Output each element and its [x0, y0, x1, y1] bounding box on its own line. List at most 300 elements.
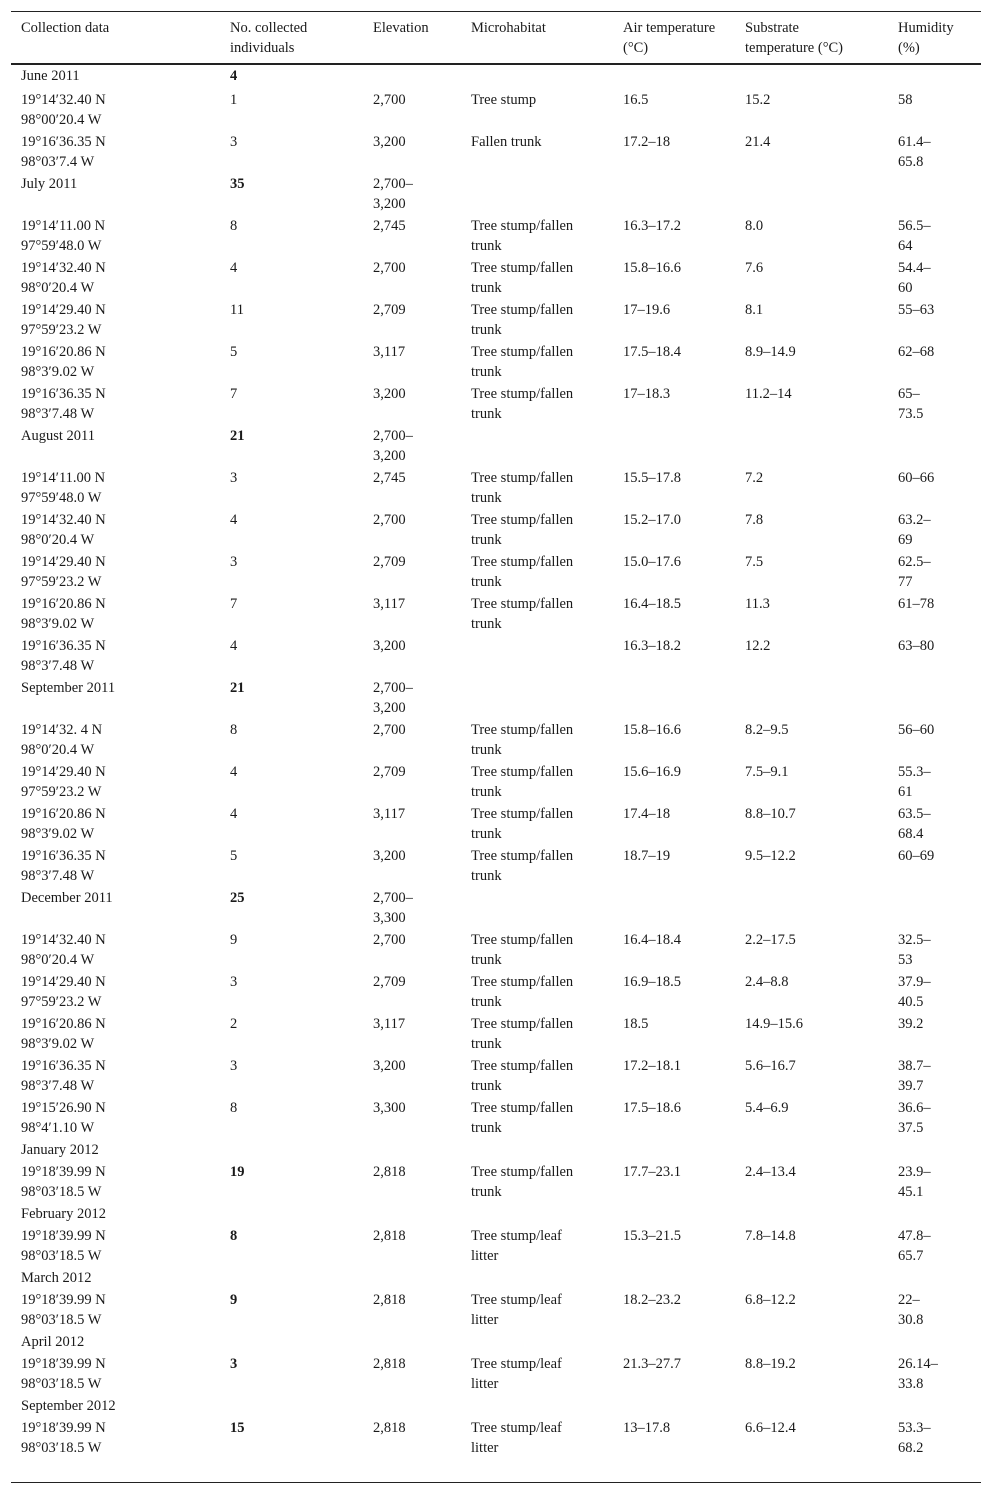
- cell-microhabitat: [471, 720, 573, 760]
- cell-line: 63–80: [898, 638, 935, 654]
- cell-line: 3,300: [373, 1100, 406, 1116]
- cell-no-collected-individuals: [230, 258, 237, 278]
- cell-line: 19°14′29.40 N: [21, 302, 106, 318]
- cell-elevation: [373, 174, 413, 214]
- cell-no-collected-individuals: [230, 1098, 237, 1118]
- header-humidity: [898, 18, 954, 58]
- cell-no-collected-individuals: [230, 1354, 237, 1374]
- cell-elevation: [373, 594, 405, 614]
- cell-line: 5: [230, 848, 238, 864]
- cell-line: 3,117: [373, 344, 406, 360]
- cell-line: 19°16′20.86 N: [21, 596, 106, 612]
- cell-elevation: [373, 804, 405, 824]
- cell-humidity: [898, 846, 934, 866]
- cell-line: Air temperature: [623, 20, 716, 36]
- cell-collection-data: [21, 552, 106, 592]
- cell-air-temperature: [623, 1290, 681, 1310]
- cell-line: Tree stump/fallen: [471, 260, 574, 276]
- cell-substrate-temperature: [745, 972, 789, 992]
- cell-line: 3: [230, 134, 238, 150]
- cell-line: 98°0′20.4 W: [21, 280, 95, 296]
- cell-elevation: [373, 930, 406, 950]
- cell-collection-data: [21, 1098, 106, 1138]
- cell-line: trunk: [471, 238, 502, 254]
- table-header: [11, 12, 981, 65]
- cell-line: 2,700: [373, 722, 406, 738]
- month-label: March 2012: [21, 1270, 92, 1286]
- cell-line: 65.8: [898, 154, 924, 170]
- cell-collection-data: [21, 342, 106, 382]
- cell-line: litter: [471, 1376, 499, 1392]
- cell-line: trunk: [471, 532, 502, 548]
- cell-line: 17–18.3: [623, 386, 671, 402]
- month-label: February 2012: [21, 1206, 106, 1222]
- cell-humidity: [898, 552, 931, 592]
- cell-line: 3,200: [373, 134, 406, 150]
- cell-line: 2,818: [373, 1292, 406, 1308]
- cell-line: 21.4: [745, 134, 771, 150]
- table-row: [11, 299, 981, 341]
- cell-line: 2,709: [373, 974, 406, 990]
- cell-no-collected-individuals: [230, 804, 237, 824]
- cell-line: Tree stump/fallen: [471, 848, 574, 864]
- cell-collection-data: [21, 678, 115, 698]
- cell-microhabitat: [471, 510, 573, 550]
- cell-substrate-temperature: [745, 846, 796, 866]
- cell-line: 19°14′32.40 N: [21, 932, 106, 948]
- cell-line: 62.5–: [898, 554, 931, 570]
- table-row: [11, 467, 981, 509]
- table-row: [11, 215, 981, 257]
- cell-air-temperature: [623, 846, 670, 866]
- cell-line: 98°03′18.5 W: [21, 1184, 102, 1200]
- cell-line: trunk: [471, 952, 502, 968]
- cell-humidity: [898, 342, 934, 362]
- cell-line: trunk: [471, 364, 502, 380]
- table-row: [11, 383, 981, 425]
- cell-line: 61–78: [898, 596, 935, 612]
- cell-microhabitat: [471, 300, 573, 340]
- month-label-row: [11, 1267, 981, 1289]
- cell-line: 5.4–6.9: [745, 1100, 789, 1116]
- cell-substrate-temperature: [745, 132, 770, 152]
- cell-humidity: [898, 762, 931, 802]
- cell-air-temperature: [623, 510, 681, 530]
- table-row: [11, 131, 981, 173]
- cell-line: 2.4–8.8: [745, 974, 789, 990]
- cell-line: trunk: [471, 742, 502, 758]
- cell-line: 2: [230, 1016, 238, 1032]
- cell-substrate-temperature: [745, 258, 763, 278]
- table-row: [11, 593, 981, 635]
- cell-microhabitat: [471, 930, 573, 970]
- cell-elevation: [373, 636, 406, 656]
- cell-elevation: [373, 888, 413, 928]
- month-group-row: [11, 887, 981, 929]
- cell-line: 19°15′26.90 N: [21, 1100, 106, 1116]
- cell-line: trunk: [471, 406, 502, 422]
- cell-line: 53: [898, 952, 913, 968]
- cell-line: 2,700: [373, 512, 406, 528]
- cell-line: 56–60: [898, 722, 935, 738]
- cell-collection-data: [21, 636, 106, 676]
- cell-line: 8.8–10.7: [745, 806, 796, 822]
- cell-air-temperature: [623, 720, 681, 740]
- cell-line: September 2011: [21, 680, 116, 696]
- table-row: [11, 845, 981, 887]
- cell-line: 55–63: [898, 302, 935, 318]
- cell-humidity: [898, 1014, 923, 1034]
- cell-line: 98°03′7.4 W: [21, 154, 95, 170]
- cell-elevation: [373, 300, 406, 320]
- cell-line: Tree stump/fallen: [471, 1058, 574, 1074]
- cell-line: Tree stump/fallen: [471, 974, 574, 990]
- cell-substrate-temperature: [745, 90, 770, 110]
- table-row: [11, 509, 981, 551]
- cell-line: Tree stump/fallen: [471, 1100, 574, 1116]
- cell-air-temperature: [623, 300, 670, 320]
- cell-line: 3,200: [373, 700, 406, 716]
- cell-line: 7.2: [745, 470, 764, 486]
- cell-line: Tree stump/fallen: [471, 386, 574, 402]
- cell-substrate-temperature: [745, 594, 770, 614]
- cell-microhabitat: [471, 1226, 562, 1266]
- cell-line: 19°16′36.35 N: [21, 638, 106, 654]
- cell-no-collected-individuals: [230, 1014, 237, 1034]
- cell-line: 2,700: [373, 260, 406, 276]
- cell-elevation: [373, 384, 406, 404]
- cell-elevation: [373, 762, 406, 782]
- cell-line: 12.2: [745, 638, 771, 654]
- cell-line: 61: [898, 784, 913, 800]
- header-no-collected-individuals: [230, 18, 307, 58]
- cell-line: 19: [230, 1164, 245, 1180]
- cell-line: 54.4–: [898, 260, 931, 276]
- cell-line: 19°16′20.86 N: [21, 344, 106, 360]
- cell-line: Tree stump/fallen: [471, 932, 574, 948]
- cell-no-collected-individuals: [230, 426, 245, 446]
- cell-no-collected-individuals: [230, 636, 237, 656]
- cell-no-collected-individuals: [230, 1056, 237, 1076]
- cell-humidity: [898, 804, 931, 844]
- cell-line: 15.5–17.8: [623, 470, 681, 486]
- cell-line: 13–17.8: [623, 1420, 671, 1436]
- cell-line: 3: [230, 1356, 238, 1372]
- cell-line: 2,818: [373, 1228, 406, 1244]
- cell-line: 97°59′23.2 W: [21, 784, 102, 800]
- cell-line: 7: [230, 596, 238, 612]
- cell-substrate-temperature: [745, 762, 789, 782]
- cell-line: 15.2: [745, 92, 771, 108]
- cell-air-temperature: [623, 1162, 681, 1182]
- cell-line: July 2011: [21, 176, 78, 192]
- cell-line: August 2011: [21, 428, 95, 444]
- cell-elevation: [373, 1056, 406, 1076]
- cell-line: trunk: [471, 280, 502, 296]
- cell-collection-data: [21, 1162, 106, 1202]
- cell-line: 97°59′23.2 W: [21, 322, 102, 338]
- table-row: [11, 1013, 981, 1055]
- cell-air-temperature: [623, 1354, 681, 1374]
- cell-line: 98°03′18.5 W: [21, 1440, 102, 1456]
- cell-substrate-temperature: [745, 1354, 796, 1374]
- cell-line: 9: [230, 1292, 238, 1308]
- cell-substrate-temperature: [745, 1418, 796, 1438]
- cell-collection-data: [21, 300, 106, 340]
- cell-line: 15.8–16.6: [623, 722, 681, 738]
- cell-line: trunk: [471, 1078, 502, 1094]
- cell-substrate-temperature: [745, 804, 796, 824]
- cell-line: 98°3′9.02 W: [21, 826, 95, 842]
- table-row: [11, 635, 981, 677]
- cell-substrate-temperature: [745, 342, 796, 362]
- cell-line: 19°16′20.86 N: [21, 1016, 106, 1032]
- cell-line: 15.2–17.0: [623, 512, 681, 528]
- month-label: April 2012: [21, 1334, 85, 1350]
- table-row: [11, 1055, 981, 1097]
- cell-line: 11: [230, 302, 244, 318]
- cell-line: trunk: [471, 826, 502, 842]
- cell-humidity: [898, 1226, 931, 1266]
- cell-line: 22–: [898, 1292, 920, 1308]
- cell-line: 97°59′48.0 W: [21, 490, 102, 506]
- cell-line: Microhabitat: [471, 20, 546, 36]
- cell-line: 4: [230, 68, 238, 84]
- cell-air-temperature: [623, 1014, 648, 1034]
- cell-line: 65.7: [898, 1248, 924, 1264]
- cell-substrate-temperature: [745, 1014, 803, 1034]
- cell-line: 45.1: [898, 1184, 924, 1200]
- cell-line: trunk: [471, 1036, 502, 1052]
- cell-air-temperature: [623, 258, 681, 278]
- cell-collection-data: [21, 594, 106, 634]
- table-row: [11, 1161, 981, 1203]
- cell-line: 18.7–19: [623, 848, 671, 864]
- cell-line: 98°03′18.5 W: [21, 1312, 102, 1328]
- cell-no-collected-individuals: [230, 972, 237, 992]
- cell-humidity: [898, 1098, 931, 1138]
- cell-collection-data: [21, 720, 102, 760]
- cell-substrate-temperature: [745, 300, 763, 320]
- cell-humidity: [898, 1056, 931, 1096]
- header-air-temperature: [623, 18, 715, 58]
- table-row: [11, 1353, 981, 1395]
- cell-substrate-temperature: [745, 720, 789, 740]
- cell-line: 16.9–18.5: [623, 974, 681, 990]
- cell-line: 2,700–: [373, 890, 413, 906]
- cell-line: 63.2–: [898, 512, 931, 528]
- cell-humidity: [898, 90, 913, 110]
- cell-air-temperature: [623, 342, 681, 362]
- month-label-row: [11, 1331, 981, 1353]
- cell-microhabitat: [471, 132, 541, 152]
- cell-line: 61.4–: [898, 134, 931, 150]
- cell-line: Tree stump/fallen: [471, 512, 574, 528]
- cell-line: 3,200: [373, 386, 406, 402]
- cell-line: Tree stump/leaf: [471, 1292, 562, 1308]
- cell-line: trunk: [471, 490, 502, 506]
- cell-air-temperature: [623, 1056, 681, 1076]
- cell-line: 17.5–18.6: [623, 1100, 681, 1116]
- month-label: September 2012: [21, 1398, 116, 1414]
- cell-line: 98°0′20.4 W: [21, 742, 95, 758]
- cell-line: 15.8–16.6: [623, 260, 681, 276]
- cell-collection-data: [21, 1290, 106, 1330]
- cell-line: 97°59′23.2 W: [21, 574, 102, 590]
- cell-line: 5.6–16.7: [745, 1058, 796, 1074]
- cell-microhabitat: [471, 846, 573, 886]
- cell-collection-data: [21, 216, 105, 256]
- cell-no-collected-individuals: [230, 384, 237, 404]
- cell-microhabitat: [471, 90, 536, 110]
- cell-humidity: [898, 468, 934, 488]
- table-row: [11, 719, 981, 761]
- month-label-row: [11, 1203, 981, 1225]
- cell-line: 64: [898, 238, 913, 254]
- cell-air-temperature: [623, 972, 681, 992]
- cell-line: 32.5–: [898, 932, 931, 948]
- cell-no-collected-individuals: [230, 1290, 237, 1310]
- cell-line: 16.4–18.5: [623, 596, 681, 612]
- table-row: [11, 1097, 981, 1139]
- cell-line: 19°14′11.00 N: [21, 218, 106, 234]
- cell-line: Tree stump/leaf: [471, 1356, 562, 1372]
- cell-no-collected-individuals: [230, 1226, 237, 1246]
- cell-no-collected-individuals: [230, 552, 237, 572]
- cell-line: 19°18′39.99 N: [21, 1420, 106, 1436]
- table-row: [11, 929, 981, 971]
- cell-line: 2,700: [373, 92, 406, 108]
- cell-humidity: [898, 636, 934, 656]
- cell-substrate-temperature: [745, 1056, 796, 1076]
- cell-line: 6.6–12.4: [745, 1420, 796, 1436]
- cell-line: Tree stump/fallen: [471, 806, 574, 822]
- cell-no-collected-individuals: [230, 300, 244, 320]
- cell-collection-data: [21, 66, 80, 86]
- cell-line: 7.8–14.8: [745, 1228, 796, 1244]
- table-row: [11, 257, 981, 299]
- cell-no-collected-individuals: [230, 132, 237, 152]
- cell-line: 60–69: [898, 848, 935, 864]
- cell-line: 2,709: [373, 764, 406, 780]
- cell-line: 39.2: [898, 1016, 924, 1032]
- cell-elevation: [373, 720, 406, 740]
- cell-microhabitat: [471, 1056, 573, 1096]
- cell-line: 19°18′39.99 N: [21, 1292, 106, 1308]
- cell-line: 8.1: [745, 302, 764, 318]
- cell-elevation: [373, 1418, 406, 1438]
- cell-humidity: [898, 300, 934, 320]
- cell-microhabitat: [471, 384, 573, 424]
- cell-line: 7.5–9.1: [745, 764, 789, 780]
- cell-line: 98°4′1.10 W: [21, 1120, 95, 1136]
- cell-line: 98°3′9.02 W: [21, 1036, 95, 1052]
- cell-line: temperature (°C): [745, 40, 843, 56]
- cell-line: Collection data: [21, 20, 110, 36]
- cell-line: 3: [230, 470, 238, 486]
- cell-humidity: [898, 132, 931, 172]
- cell-elevation: [373, 132, 406, 152]
- cell-microhabitat: [471, 1098, 573, 1138]
- cell-line: 4: [230, 638, 238, 654]
- cell-line: 19°14′32. 4 N: [21, 722, 103, 738]
- header-microhabitat: [471, 18, 546, 38]
- table-row: [11, 803, 981, 845]
- cell-line: Tree stump/fallen: [471, 596, 574, 612]
- cell-line: 3,200: [373, 848, 406, 864]
- cell-air-temperature: [623, 1098, 681, 1118]
- cell-line: 17.5–18.4: [623, 344, 681, 360]
- cell-line: 2,700–: [373, 176, 413, 192]
- cell-line: 73.5: [898, 406, 924, 422]
- cell-line: Tree stump/fallen: [471, 764, 574, 780]
- cell-line: 6.8–12.2: [745, 1292, 796, 1308]
- cell-line: trunk: [471, 574, 502, 590]
- cell-line: 19°14′11.00 N: [21, 470, 106, 486]
- cell-line: 4: [230, 260, 238, 276]
- cell-elevation: [373, 1290, 406, 1310]
- cell-line: 19°18′39.99 N: [21, 1356, 106, 1372]
- cell-line: 7.6: [745, 260, 764, 276]
- cell-line: 17.7–23.1: [623, 1164, 681, 1180]
- cell-line: Tree stump/fallen: [471, 218, 574, 234]
- cell-no-collected-individuals: [230, 174, 245, 194]
- cell-humidity: [898, 510, 931, 550]
- cell-no-collected-individuals: [230, 594, 237, 614]
- cell-line: December 2011: [21, 890, 113, 906]
- cell-collection-data: [21, 90, 106, 130]
- cell-line: 15.0–17.6: [623, 554, 681, 570]
- cell-line: 3,300: [373, 910, 406, 926]
- cell-no-collected-individuals: [230, 678, 245, 698]
- cell-line: 11.2–14: [745, 386, 792, 402]
- cell-line: 3,200: [373, 1058, 406, 1074]
- cell-substrate-temperature: [745, 930, 796, 950]
- cell-collection-data: [21, 132, 106, 172]
- cell-collection-data: [21, 762, 106, 802]
- table-row: [11, 89, 981, 131]
- cell-no-collected-individuals: [230, 66, 237, 86]
- cell-line: 77: [898, 574, 913, 590]
- cell-line: 63.5–: [898, 806, 931, 822]
- cell-substrate-temperature: [745, 216, 763, 236]
- cell-humidity: [898, 1418, 931, 1458]
- cell-no-collected-individuals: [230, 342, 237, 362]
- cell-line: 68.4: [898, 826, 924, 842]
- cell-no-collected-individuals: [230, 888, 245, 908]
- cell-line: 2.4–13.4: [745, 1164, 796, 1180]
- cell-line: 98°3′7.48 W: [21, 868, 95, 884]
- cell-line: Humidity: [898, 20, 954, 36]
- cell-line: 2,818: [373, 1420, 406, 1436]
- cell-humidity: [898, 720, 934, 740]
- cell-collection-data: [21, 174, 77, 194]
- table-row: [11, 971, 981, 1013]
- cell-microhabitat: [471, 216, 573, 256]
- cell-collection-data: [21, 1226, 106, 1266]
- cell-line: 38.7–: [898, 1058, 931, 1074]
- cell-elevation: [373, 468, 406, 488]
- cell-humidity: [898, 384, 923, 424]
- cell-no-collected-individuals: [230, 1418, 245, 1438]
- cell-line: individuals: [230, 40, 295, 56]
- month-group-row: [11, 173, 981, 215]
- cell-line: 68.2: [898, 1440, 924, 1456]
- cell-microhabitat: [471, 342, 573, 382]
- cell-air-temperature: [623, 384, 670, 404]
- cell-collection-data: [21, 930, 106, 970]
- cell-line: 2,745: [373, 470, 406, 486]
